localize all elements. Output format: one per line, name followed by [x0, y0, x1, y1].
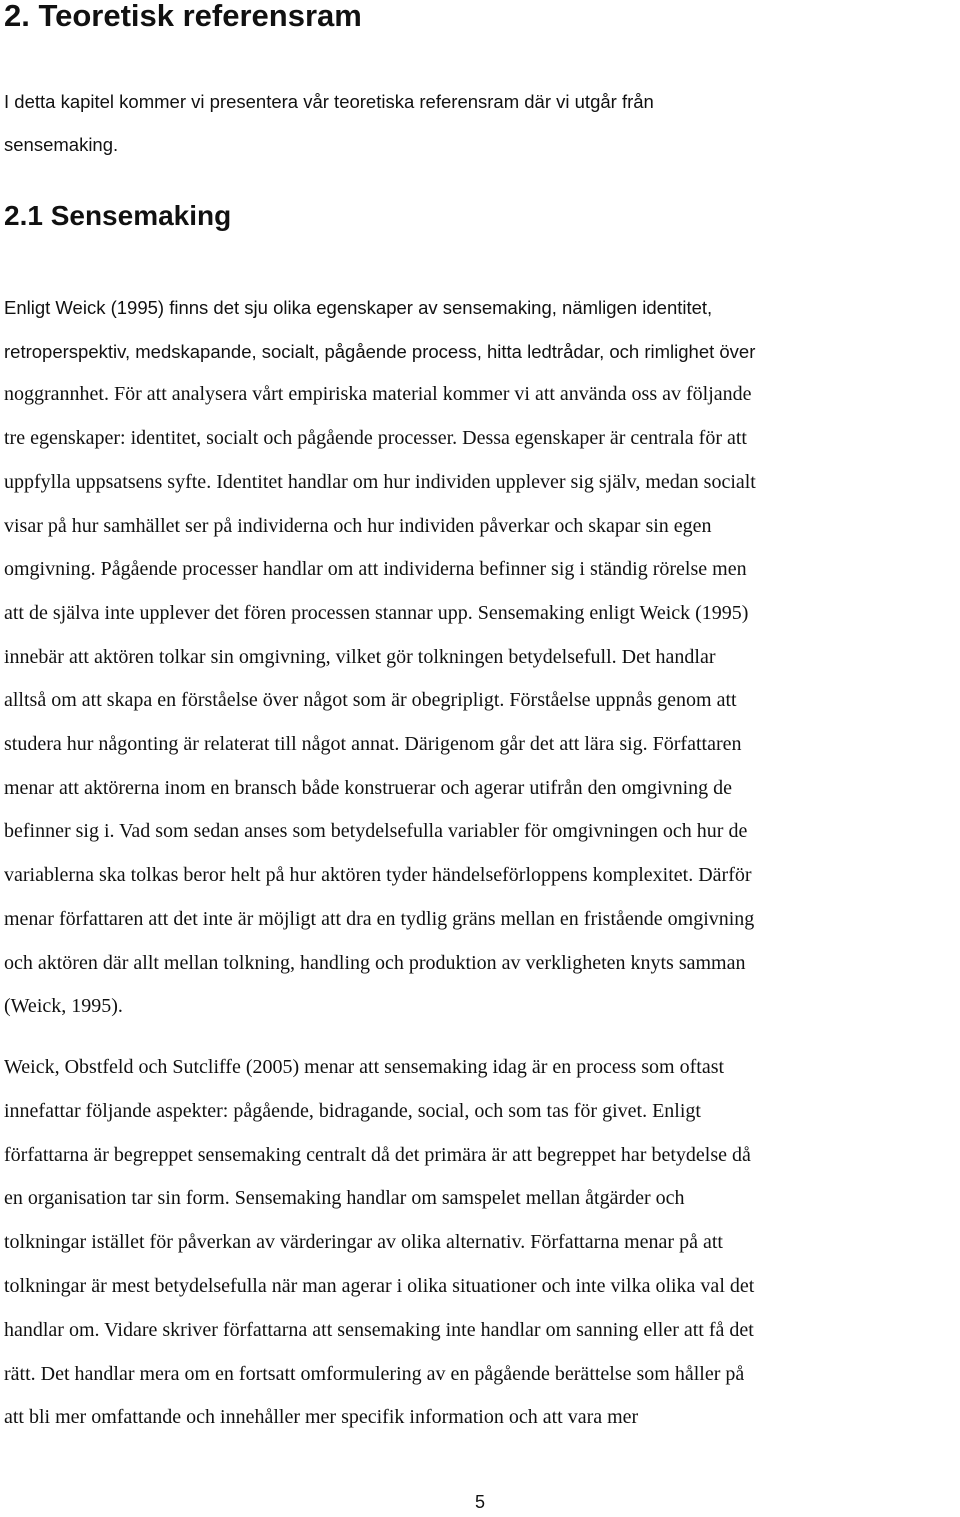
- paragraph-line: tolkningar istället för påverkan av värderingar av olika alternativ. Författarna menar på att: [4, 1231, 723, 1254]
- paragraph-line: noggrannhet. För att analysera vårt empiriska material kommer vi att använda oss av följande: [4, 383, 752, 406]
- paragraph-line: menar att aktörerna inom en bransch både konstruerar och agerar utifrån den omgivning de: [4, 776, 733, 799]
- paragraph-line: omgivning. Pågående processer handlar om att individerna befinner sig i ständig rörelse men: [4, 558, 747, 581]
- page-number: 5: [474, 1492, 485, 1512]
- intro-paragraph: [4, 80, 944, 166]
- paragraph-line: studera hur någonting är relaterat till något annat. Därigenom går det att lära sig. Författaren: [4, 733, 742, 756]
- paragraph-line: befinner sig i. Vad som sedan anses som betydelsefulla variabler för omgivningen och hur de: [4, 820, 748, 843]
- paragraph-line: att de själva inte upplever det fören processen stannar upp. Sensemaking enligt Weick (1995): [4, 601, 749, 624]
- chapter-heading: 2. Teoretisk referensram: [4, 0, 362, 33]
- paragraph-line: menar författaren att det inte är möjligt att dra en tydlig gräns mellan en fristående omgivning: [4, 907, 755, 930]
- paragraph-line: en organisation tar sin form. Sensemaking handlar om samspelet mellan åtgärder och: [4, 1187, 685, 1210]
- paragraph-line: rätt. Det handlar mera om en fortsatt omformulering av en pågående berättelse som håller på: [4, 1362, 745, 1385]
- intro-line: I detta kapitel kommer vi presentera vår teoretiska referensram där vi utgår från: [4, 91, 654, 112]
- paragraph-line: handlar om. Vidare skriver författarna att sensemaking inte handlar om sanning eller att få det: [4, 1318, 754, 1341]
- paragraph-line: Enligt Weick (1995) finns det sju olika egenskaper av sensemaking, nämligen identitet,: [4, 297, 713, 318]
- paragraph-line: (Weick, 1995).: [4, 995, 123, 1018]
- paragraph-sensemaking-properties: [4, 286, 956, 1029]
- paragraph-line: alltså om att skapa en förståelse över något som är obegripligt. Förståelse uppnås genom att: [4, 689, 737, 712]
- paragraph-line: uppfylla uppsatsens syfte. Identitet handlar om hur individen upplever sig själv, medan socialt: [4, 470, 756, 493]
- paragraph-weick-obstfeld-sutcliffe: [4, 1046, 956, 1440]
- section-heading: 2.1 Sensemaking: [4, 200, 232, 231]
- paragraph-line: innebär att aktören tolkar sin omgivning, vilket gör tolkningen betydelsefull. Det handlar: [4, 645, 716, 668]
- paragraph-line: visar på hur samhället ser på individerna och hur individen påverkar och skapar sin egen: [4, 514, 712, 537]
- paragraph-line: innefattar följande aspekter: pågående, bidragande, social, och som tas för givet. Enligt: [4, 1099, 701, 1122]
- paragraph-line: att bli mer omfattande och innehåller mer specifik information och att vara mer: [4, 1406, 639, 1429]
- paragraph-line: tolkningar är mest betydelsefulla när man agerar i olika situationer och inte vilka olika val det: [4, 1274, 755, 1297]
- paragraph-line: författarna är begreppet sensemaking centralt då det primära är att begreppet har betydelse då: [4, 1143, 751, 1166]
- paragraph-line: retroperspektiv, medskapande, socialt, pågående process, hitta ledtrådar, och rimlighet över: [4, 340, 756, 362]
- paragraph-line: och aktören där allt mellan tolkning, handling och produktion av verkligheten knyts samman: [4, 951, 746, 974]
- paragraph-line: tre egenskaper: identitet, socialt och pågående processer. Dessa egenskaper är centrala för att: [4, 427, 747, 450]
- intro-line: sensemaking.: [4, 134, 119, 155]
- paragraph-line: variablerna ska tolkas beror helt på hur aktören tyder händelseförloppens komplexitet. Därför: [4, 864, 752, 887]
- paragraph-line: Weick, Obstfeld och Sutcliffe (2005) menar att sensemaking idag är en process som oftast: [4, 1056, 725, 1078]
